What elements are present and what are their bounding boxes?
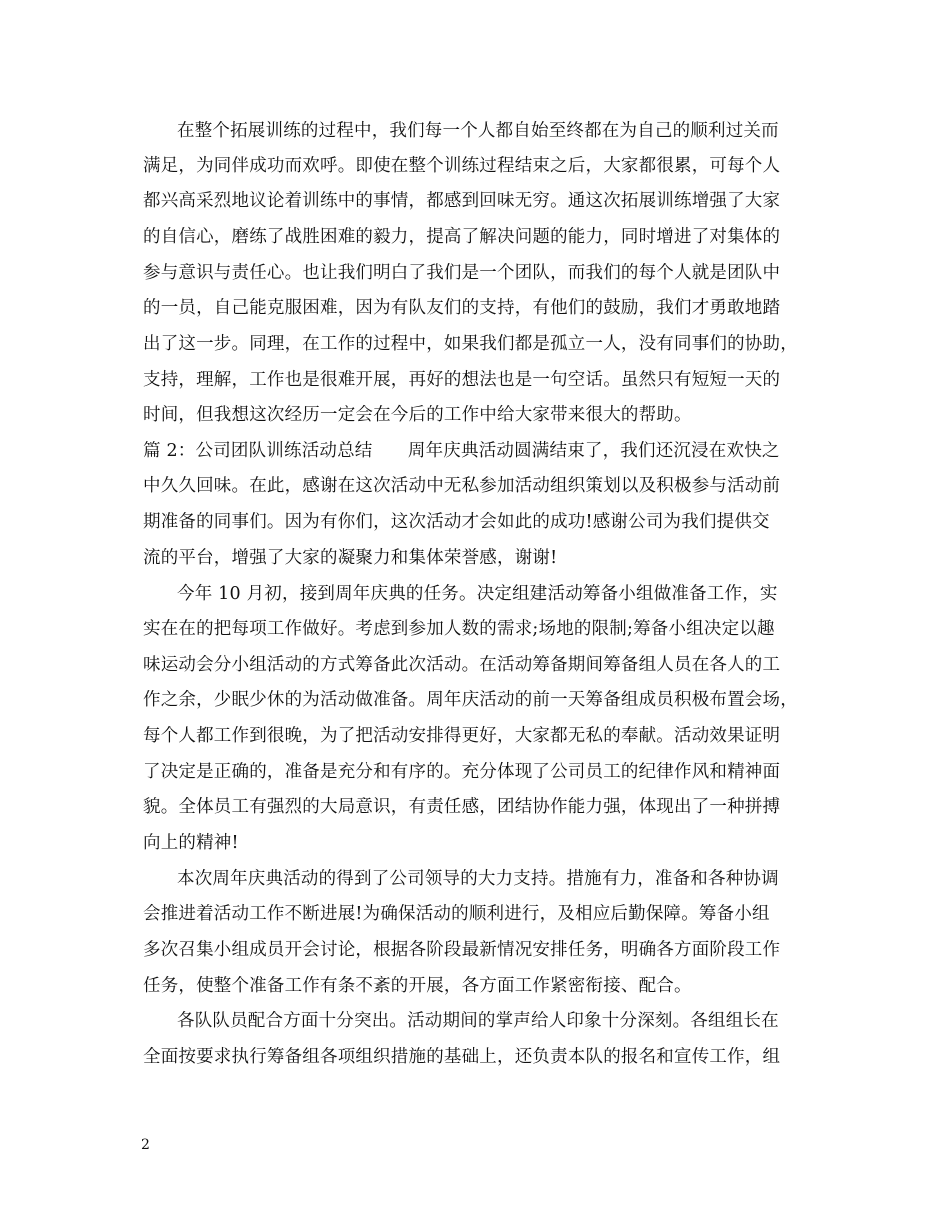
text-line: 时间，但我想这次经历一定会在今后的工作中给大家带来很大的帮助。 — [143, 405, 692, 425]
text-line: 实在在的把每项工作做好。考虑到参加人数的需求;场地的限制;筹备小组决定以趣 — [143, 619, 775, 639]
text-line: 的自信心，磨练了战胜困难的毅力，提高了解决问题的能力，同时增进了对集体的 — [143, 227, 781, 247]
text-line: 在整个拓展训练的过程中，我们每一个人都自始至终都在为自己的顺利过关而 — [177, 121, 779, 141]
text-line: 貌。全体员工有强烈的大局意识，有责任感，团结协作能力强，体现出了一种拼搏 — [143, 797, 781, 817]
text-line: 支持，理解，工作也是很难开展，再好的想法也是一句空话。虽然只有短短一天的 — [143, 370, 781, 390]
text-line: 全面按要求执行筹备组各项组织措施的基础上，还负责本队的报名和宣传工作，组 — [143, 1047, 781, 1067]
text-line: 今年 10 月初，接到周年庆典的任务。决定组建活动筹备小组做准备工作，实 — [177, 584, 778, 604]
page-number: 2 — [141, 1137, 150, 1153]
text-line: 了决定是正确的，准备是充分和有序的。充分体现了公司员工的纪律作风和精神面 — [143, 762, 781, 782]
text-line: 满足，为同伴成功而欢呼。即使在整个训练过程结束之后，大家都很累，可每个人 — [143, 156, 781, 176]
text-line: 期准备的同事们。因为有你们，这次活动才会如此的成功!感谢公司为我们提供交 — [143, 512, 770, 532]
section-heading-line: 篇 2：公司团队训练活动总结 周年庆典活动圆满结束了，我们还沉浸在欢快之 — [143, 441, 780, 461]
text-line: 各队队员配合方面十分突出。活动期间的掌声给人印象十分深刻。各组组长在 — [177, 1011, 779, 1031]
text-line: 出了这一步。同理，在工作的过程中，如果我们都是孤立一人，没有同事们的协助， — [143, 334, 798, 354]
text-line: 作之余，少眠少休的为活动做准备。周年庆活动的前一天筹备组成员积极布置会场， — [143, 690, 798, 710]
text-line: 会推进着活动工作不断进展!为确保活动的顺利进行，及相应后勤保障。筹备小组 — [143, 904, 770, 924]
text-line: 任务，使整个准备工作有条不紊的开展，各方面工作紧密衔接、配合。 — [143, 976, 692, 996]
text-line: 味运动会分小组活动的方式筹备此次活动。在活动筹备期间筹备组人员在各人的工 — [143, 655, 781, 675]
text-line: 参与意识与责任心。也让我们明白了我们是一个团队，而我们的每个人就是团队中 — [143, 263, 781, 283]
text-line: 本次周年庆典活动的得到了公司领导的大力支持。措施有力，准备和各种协调 — [177, 869, 779, 889]
text-line: 向上的精神! — [143, 833, 239, 853]
text-line: 都兴高采烈地议论着训练中的事情，都感到回味无穷。通这次拓展训练增强了大家 — [143, 191, 781, 211]
text-line: 的一员，自己能克服困难，因为有队友们的支持，有他们的鼓励，我们才勇敢地踏 — [143, 298, 781, 318]
text-line: 流的平台，增强了大家的凝聚力和集体荣誉感，谢谢! — [143, 548, 558, 568]
text-line: 每个人都工作到很晚，为了把活动安排得更好，大家都无私的奉献。活动效果证明 — [143, 726, 781, 746]
text-line: 多次召集小组成员开会讨论，根据各阶段最新情况安排任务，明确各方面阶段工作 — [143, 940, 781, 960]
text-line: 中久久回味。在此，感谢在这次活动中无私参加活动组织策划以及积极参与活动前 — [143, 476, 781, 496]
